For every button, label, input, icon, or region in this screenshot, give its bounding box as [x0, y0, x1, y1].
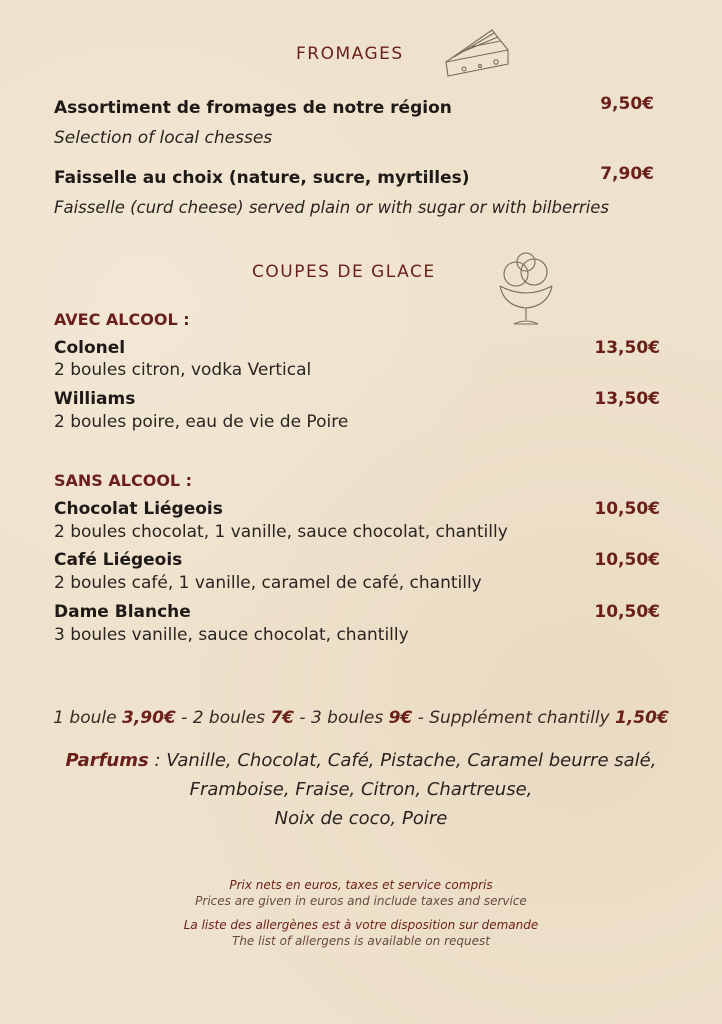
glace-item-desc: 2 boules citron, vodka Vertical	[54, 360, 312, 380]
glace-item-name: Williams	[54, 389, 136, 409]
parfums-line-1	[0, 746, 722, 775]
glace-item-price: 13,50€	[594, 389, 660, 409]
avec-alcool-heading: AVEC ALCOOL :	[54, 310, 190, 329]
glace-item-name: Chocolat Liégeois	[54, 499, 223, 519]
sans-alcool-heading: SANS ALCOOL :	[54, 471, 193, 490]
footer-prices-fr: Prix nets en euros, taxes et service compris	[229, 878, 493, 892]
fromages-title: FROMAGES	[296, 44, 404, 64]
glace-item-desc: 2 boules café, 1 vanille, caramel de café, chantilly	[54, 573, 482, 593]
glace-item-name: Colonel	[54, 338, 126, 358]
fromage-item-name: Assortiment de fromages de notre région	[54, 98, 452, 118]
scoop-price: 7€	[270, 708, 295, 728]
cheese-icon	[440, 24, 514, 80]
glace-item-price: 10,50€	[594, 550, 660, 570]
scoop-text: - 3 boules	[294, 708, 389, 728]
fromage-item-price: 7,90€	[600, 164, 654, 184]
glace-item-name: Café Liégeois	[54, 550, 183, 570]
parfums-text: : Vanille, Chocolat, Café, Pistache, Caramel beurre salé,	[148, 750, 657, 771]
glace-item-price: 10,50€	[594, 602, 660, 622]
parfums-line-2: Framboise, Fraise, Citron, Chartreuse,	[189, 779, 533, 800]
glace-item-desc: 3 boules vanille, sauce chocolat, chantilly	[54, 625, 409, 645]
glace-item-desc: 2 boules chocolat, 1 vanille, sauce chocolat, chantilly	[54, 522, 508, 542]
ice-cream-cup-icon	[496, 250, 556, 330]
footer-prices-en: Prices are given in euros and include taxes and service	[195, 894, 527, 908]
parfums-line-3: Noix de coco, Poire	[274, 808, 448, 829]
glace-item-price: 10,50€	[594, 499, 660, 519]
scoop-text: 1 boule	[53, 708, 122, 728]
fromage-item-desc: Faisselle (curd cheese) served plain or with sugar or with bilberries	[54, 198, 610, 217]
glace-item-price: 13,50€	[594, 338, 660, 358]
fromage-item-desc: Selection of local chesses	[54, 128, 273, 148]
parfums-label: Parfums	[65, 750, 149, 771]
fromage-item-name: Faisselle au choix (nature, sucre, myrtilles)	[54, 168, 470, 188]
scoop-price: 3,90€	[121, 708, 176, 728]
footer-allergens-fr: La liste des allergènes est à votre disposition sur demande	[183, 918, 539, 932]
scoop-price: 9€	[388, 708, 413, 728]
footer-allergens-en: The list of allergens is available on request	[232, 934, 490, 948]
scoop-pricing-line	[0, 708, 722, 728]
glaces-title: COUPES DE GLACE	[252, 262, 436, 282]
scoop-text: - 2 boules	[175, 708, 271, 728]
scoop-text: - Supplément chantilly	[412, 708, 616, 728]
fromage-item-price: 9,50€	[600, 94, 654, 114]
glace-item-name: Dame Blanche	[54, 602, 191, 622]
glace-item-desc: 2 boules poire, eau de vie de Poire	[54, 412, 349, 432]
scoop-price: 1,50€	[615, 708, 669, 728]
